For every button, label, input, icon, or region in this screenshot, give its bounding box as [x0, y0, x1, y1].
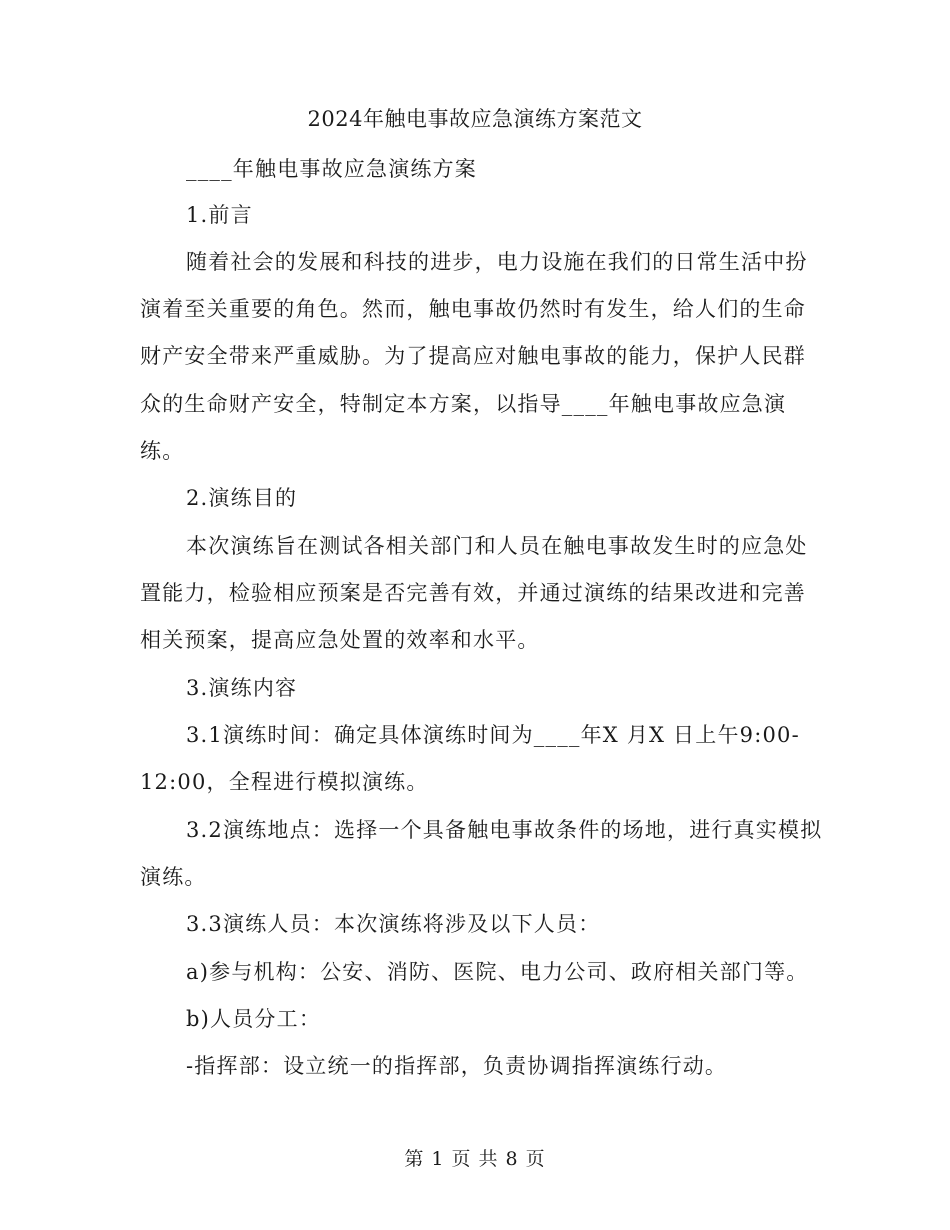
list-item: b)人员分工： [186, 1007, 322, 1031]
paragraph-line: 随着社会的发展和科技的进步，电力设施在我们的日常生活中扮 [186, 250, 808, 274]
page-footer: 第 1 页 共 8 页 [404, 1148, 546, 1170]
paragraph-line: 12:00，全程进行模拟演练。 [140, 770, 429, 794]
paragraph-line: 置能力，检验相应预案是否完善有效，并通过演练的结果改进和完善 [140, 581, 806, 605]
paragraph-line: 财产安全带来严重威胁。为了提高应对触电事故的能力，保护人民群 [140, 344, 806, 368]
section-heading-purpose: 2.演练目的 [186, 486, 298, 510]
paragraph-line: 练。 [140, 439, 185, 463]
paragraph-line: 3.3演练人员：本次演练将涉及以下人员： [186, 912, 601, 936]
section-heading-content: 3.演练内容 [186, 676, 298, 700]
subtitle-line: ____年触电事故应急演练方案 [186, 157, 477, 181]
section-heading-preface: 1.前言 [186, 203, 253, 227]
paragraph-line: 相关预案，提高应急处置的效率和水平。 [140, 628, 540, 652]
paragraph-line: 3.2演练地点：选择一个具备触电事故条件的场地，进行真实模拟 [186, 818, 823, 842]
paragraph-line: 3.1演练时间：确定具体演练时间为____年X 月X 日上午9:00- [186, 723, 800, 747]
paragraph-line: 众的生命财产安全，特制定本方案，以指导____年触电事故应急演 [140, 392, 787, 416]
list-item: -指挥部：设立统一的指挥部，负责协调指挥演练行动。 [186, 1054, 728, 1078]
paragraph-line: 演着至关重要的角色。然而，触电事故仍然时有发生，给人们的生命 [140, 297, 806, 321]
list-item: a)参与机构：公安、消防、医院、电力公司、政府相关部门等。 [186, 960, 809, 984]
paragraph-line: 本次演练旨在测试各相关部门和人员在触电事故发生时的应急处 [186, 534, 808, 558]
paragraph-line: 演练。 [140, 865, 207, 889]
document-title: 2024年触电事故应急演练方案范文 [307, 107, 643, 131]
